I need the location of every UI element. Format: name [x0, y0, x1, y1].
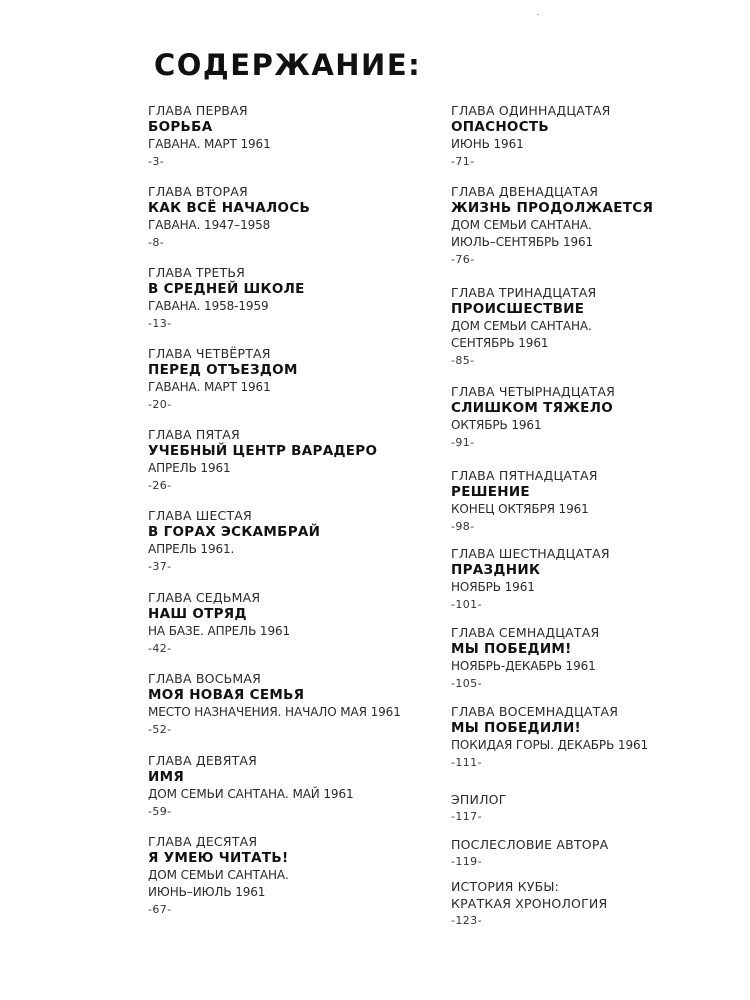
- page-number: -76-: [451, 253, 475, 266]
- toc-entry-chapter-3: [148, 264, 438, 332]
- chapter-setting-line-2: ИЮНЬ–ИЮЛЬ 1961: [148, 885, 266, 899]
- chapter-number: ГЛАВА ТРИНАДЦАТАЯ: [451, 285, 597, 300]
- chapter-setting: ОКТЯБРЬ 1961: [451, 418, 542, 432]
- section-title: ЭПИЛОГ: [451, 792, 507, 807]
- chapter-setting: ДОМ СЕМЬИ САНТАНА.: [451, 319, 592, 333]
- toc-entry-chapter-7: [148, 589, 438, 657]
- paper-speck: [537, 14, 539, 15]
- toc-entry-epilogue: [451, 791, 741, 825]
- chapter-title: КАК ВСЁ НАЧАЛОСЬ: [148, 200, 311, 216]
- chapter-number: ГЛАВА ДВЕНАДЦАТАЯ: [451, 184, 599, 199]
- chapter-title: ПЕРЕД ОТЪЕЗДОМ: [148, 362, 298, 378]
- chapter-number: ГЛАВА ВОСЬМАЯ: [148, 671, 262, 686]
- toc-entry-chapter-9: [148, 752, 438, 820]
- chapter-number: ГЛАВА СЕДЬМАЯ: [148, 590, 261, 605]
- toc-entry-chapter-15: [451, 467, 741, 535]
- chapter-title: МЫ ПОБЕДИЛИ!: [451, 720, 581, 736]
- chapter-number: ГЛАВА ВТОРАЯ: [148, 184, 248, 199]
- chapter-title: В СРЕДНЕЙ ШКОЛЕ: [148, 281, 305, 297]
- page-number: -111-: [451, 756, 482, 769]
- toc-entry-chapter-14: [451, 383, 741, 451]
- toc-entry-chapter-13: [451, 284, 741, 369]
- toc-entry-chapter-17: [451, 624, 741, 692]
- page-number: -101-: [451, 598, 482, 611]
- toc-entry-chapter-1: [148, 102, 438, 170]
- toc-entry-chapter-12: [451, 183, 741, 268]
- chapter-title: МОЯ НОВАЯ СЕМЬЯ: [148, 687, 305, 703]
- chapter-number: ГЛАВА ТРЕТЬЯ: [148, 265, 246, 280]
- chapter-number: ГЛАВА СЕМНАДЦАТАЯ: [451, 625, 600, 640]
- page-number: -123-: [451, 914, 482, 927]
- chapter-number: ГЛАВА ВОСЕМНАДЦАТАЯ: [451, 704, 619, 719]
- toc-entry-chapter-2: [148, 183, 438, 251]
- page-number: -52-: [148, 723, 172, 736]
- page-number: -71-: [451, 155, 475, 168]
- chapter-setting: НОЯБРЬ-ДЕКАБРЬ 1961: [451, 659, 596, 673]
- chapter-title: ЖИЗНЬ ПРОДОЛЖАЕТСЯ: [451, 200, 654, 216]
- toc-entry-chapter-4: [148, 345, 438, 413]
- page-number: -85-: [451, 354, 475, 367]
- chapter-setting: ИЮНЬ 1961: [451, 137, 524, 151]
- chapter-title: УЧЕБНЫЙ ЦЕНТР ВАРАДЕРО: [148, 443, 378, 459]
- chapter-title: НАШ ОТРЯД: [148, 606, 247, 622]
- page-number: -42-: [148, 642, 172, 655]
- page-number: -105-: [451, 677, 482, 690]
- chapter-setting: АПРЕЛЬ 1961: [148, 461, 231, 475]
- page-number: -98-: [451, 520, 475, 533]
- chapter-setting-line-2: СЕНТЯБРЬ 1961: [451, 336, 549, 350]
- chapter-number: ГЛАВА ПЯТАЯ: [148, 427, 240, 442]
- chapter-setting: ГАВАНА. МАРТ 1961: [148, 137, 271, 151]
- section-title: ИСТОРИЯ КУБЫ:: [451, 879, 560, 894]
- toc-entry-chapter-18: [451, 703, 741, 771]
- chapter-setting: КОНЕЦ ОКТЯБРЯ 1961: [451, 502, 589, 516]
- chapter-setting: ГАВАНА. 1958-1959: [148, 299, 269, 313]
- chapter-setting: АПРЕЛЬ 1961.: [148, 542, 235, 556]
- toc-entry-cuba-history: [451, 878, 741, 929]
- chapter-title: МЫ ПОБЕДИМ!: [451, 641, 572, 657]
- chapter-title: Я УМЕЮ ЧИТАТЬ!: [148, 850, 289, 866]
- section-subtitle: КРАТКАЯ ХРОНОЛОГИЯ: [451, 896, 608, 911]
- chapter-setting: ДОМ СЕМЬИ САНТАНА. МАЙ 1961: [148, 787, 354, 801]
- page-number: -13-: [148, 317, 172, 330]
- page-number: -3-: [148, 155, 165, 168]
- chapter-title: РЕШЕНИЕ: [451, 484, 530, 500]
- page-number: -59-: [148, 805, 172, 818]
- toc-entry-afterword: [451, 836, 741, 870]
- chapter-number: ГЛАВА ЧЕТЫРНАДЦАТАЯ: [451, 384, 615, 399]
- page-number: -26-: [148, 479, 172, 492]
- chapter-title: ИМЯ: [148, 769, 185, 785]
- chapter-number: ГЛАВА ЧЕТВЁРТАЯ: [148, 346, 271, 361]
- chapter-number: ГЛАВА ПЯТНАДЦАТАЯ: [451, 468, 598, 483]
- page-number: -117-: [451, 810, 482, 823]
- toc-entry-chapter-16: [451, 545, 741, 613]
- toc-entry-chapter-11: [451, 102, 741, 170]
- chapter-title: В ГОРАХ ЭСКАМБРАЙ: [148, 524, 321, 540]
- chapter-title: СЛИШКОМ ТЯЖЕЛО: [451, 400, 613, 416]
- page-number: -119-: [451, 855, 482, 868]
- chapter-setting: НОЯБРЬ 1961: [451, 580, 535, 594]
- chapter-title: ПРОИСШЕСТВИЕ: [451, 301, 585, 317]
- contents-title: СОДЕРЖАНИЕ:: [154, 48, 422, 82]
- chapter-setting: ГАВАНА. 1947–1958: [148, 218, 271, 232]
- toc-entry-chapter-5: [148, 426, 438, 494]
- chapter-title: ОПАСНОСТЬ: [451, 119, 550, 135]
- chapter-title: БОРЬБА: [148, 119, 213, 135]
- chapter-setting: МЕСТО НАЗНАЧЕНИЯ. НАЧАЛО МАЯ 1961: [148, 705, 401, 719]
- chapter-setting: НА БАЗЕ. АПРЕЛЬ 1961: [148, 624, 291, 638]
- page-number: -91-: [451, 436, 475, 449]
- chapter-setting: ДОМ СЕМЬИ САНТАНА.: [148, 868, 289, 882]
- chapter-number: ГЛАВА ПЕРВАЯ: [148, 103, 248, 118]
- chapter-title: ПРАЗДНИК: [451, 562, 541, 578]
- page-number: -8-: [148, 236, 165, 249]
- chapter-number: ГЛАВА ДЕВЯТАЯ: [148, 753, 258, 768]
- section-title: ПОСЛЕСЛОВИЕ АВТОРА: [451, 837, 609, 852]
- chapter-number: ГЛАВА ШЕСТАЯ: [148, 508, 252, 523]
- chapter-setting: ПОКИДАЯ ГОРЫ. ДЕКАБРЬ 1961: [451, 738, 649, 752]
- chapter-number: ГЛАВА ОДИННАДЦАТАЯ: [451, 103, 611, 118]
- chapter-setting: ГАВАНА. МАРТ 1961: [148, 380, 271, 394]
- chapter-number: ГЛАВА ШЕСТНАДЦАТАЯ: [451, 546, 610, 561]
- page-number: -20-: [148, 398, 172, 411]
- page-number: -67-: [148, 903, 172, 916]
- page-number: -37-: [148, 560, 172, 573]
- toc-entry-chapter-10: [148, 833, 438, 918]
- chapter-setting: ДОМ СЕМЬИ САНТАНА.: [451, 218, 592, 232]
- chapter-number: ГЛАВА ДЕСЯТАЯ: [148, 834, 258, 849]
- chapter-setting-line-2: ИЮЛЬ–СЕНТЯБРЬ 1961: [451, 235, 594, 249]
- toc-entry-chapter-8: [148, 670, 438, 738]
- toc-entry-chapter-6: [148, 507, 438, 575]
